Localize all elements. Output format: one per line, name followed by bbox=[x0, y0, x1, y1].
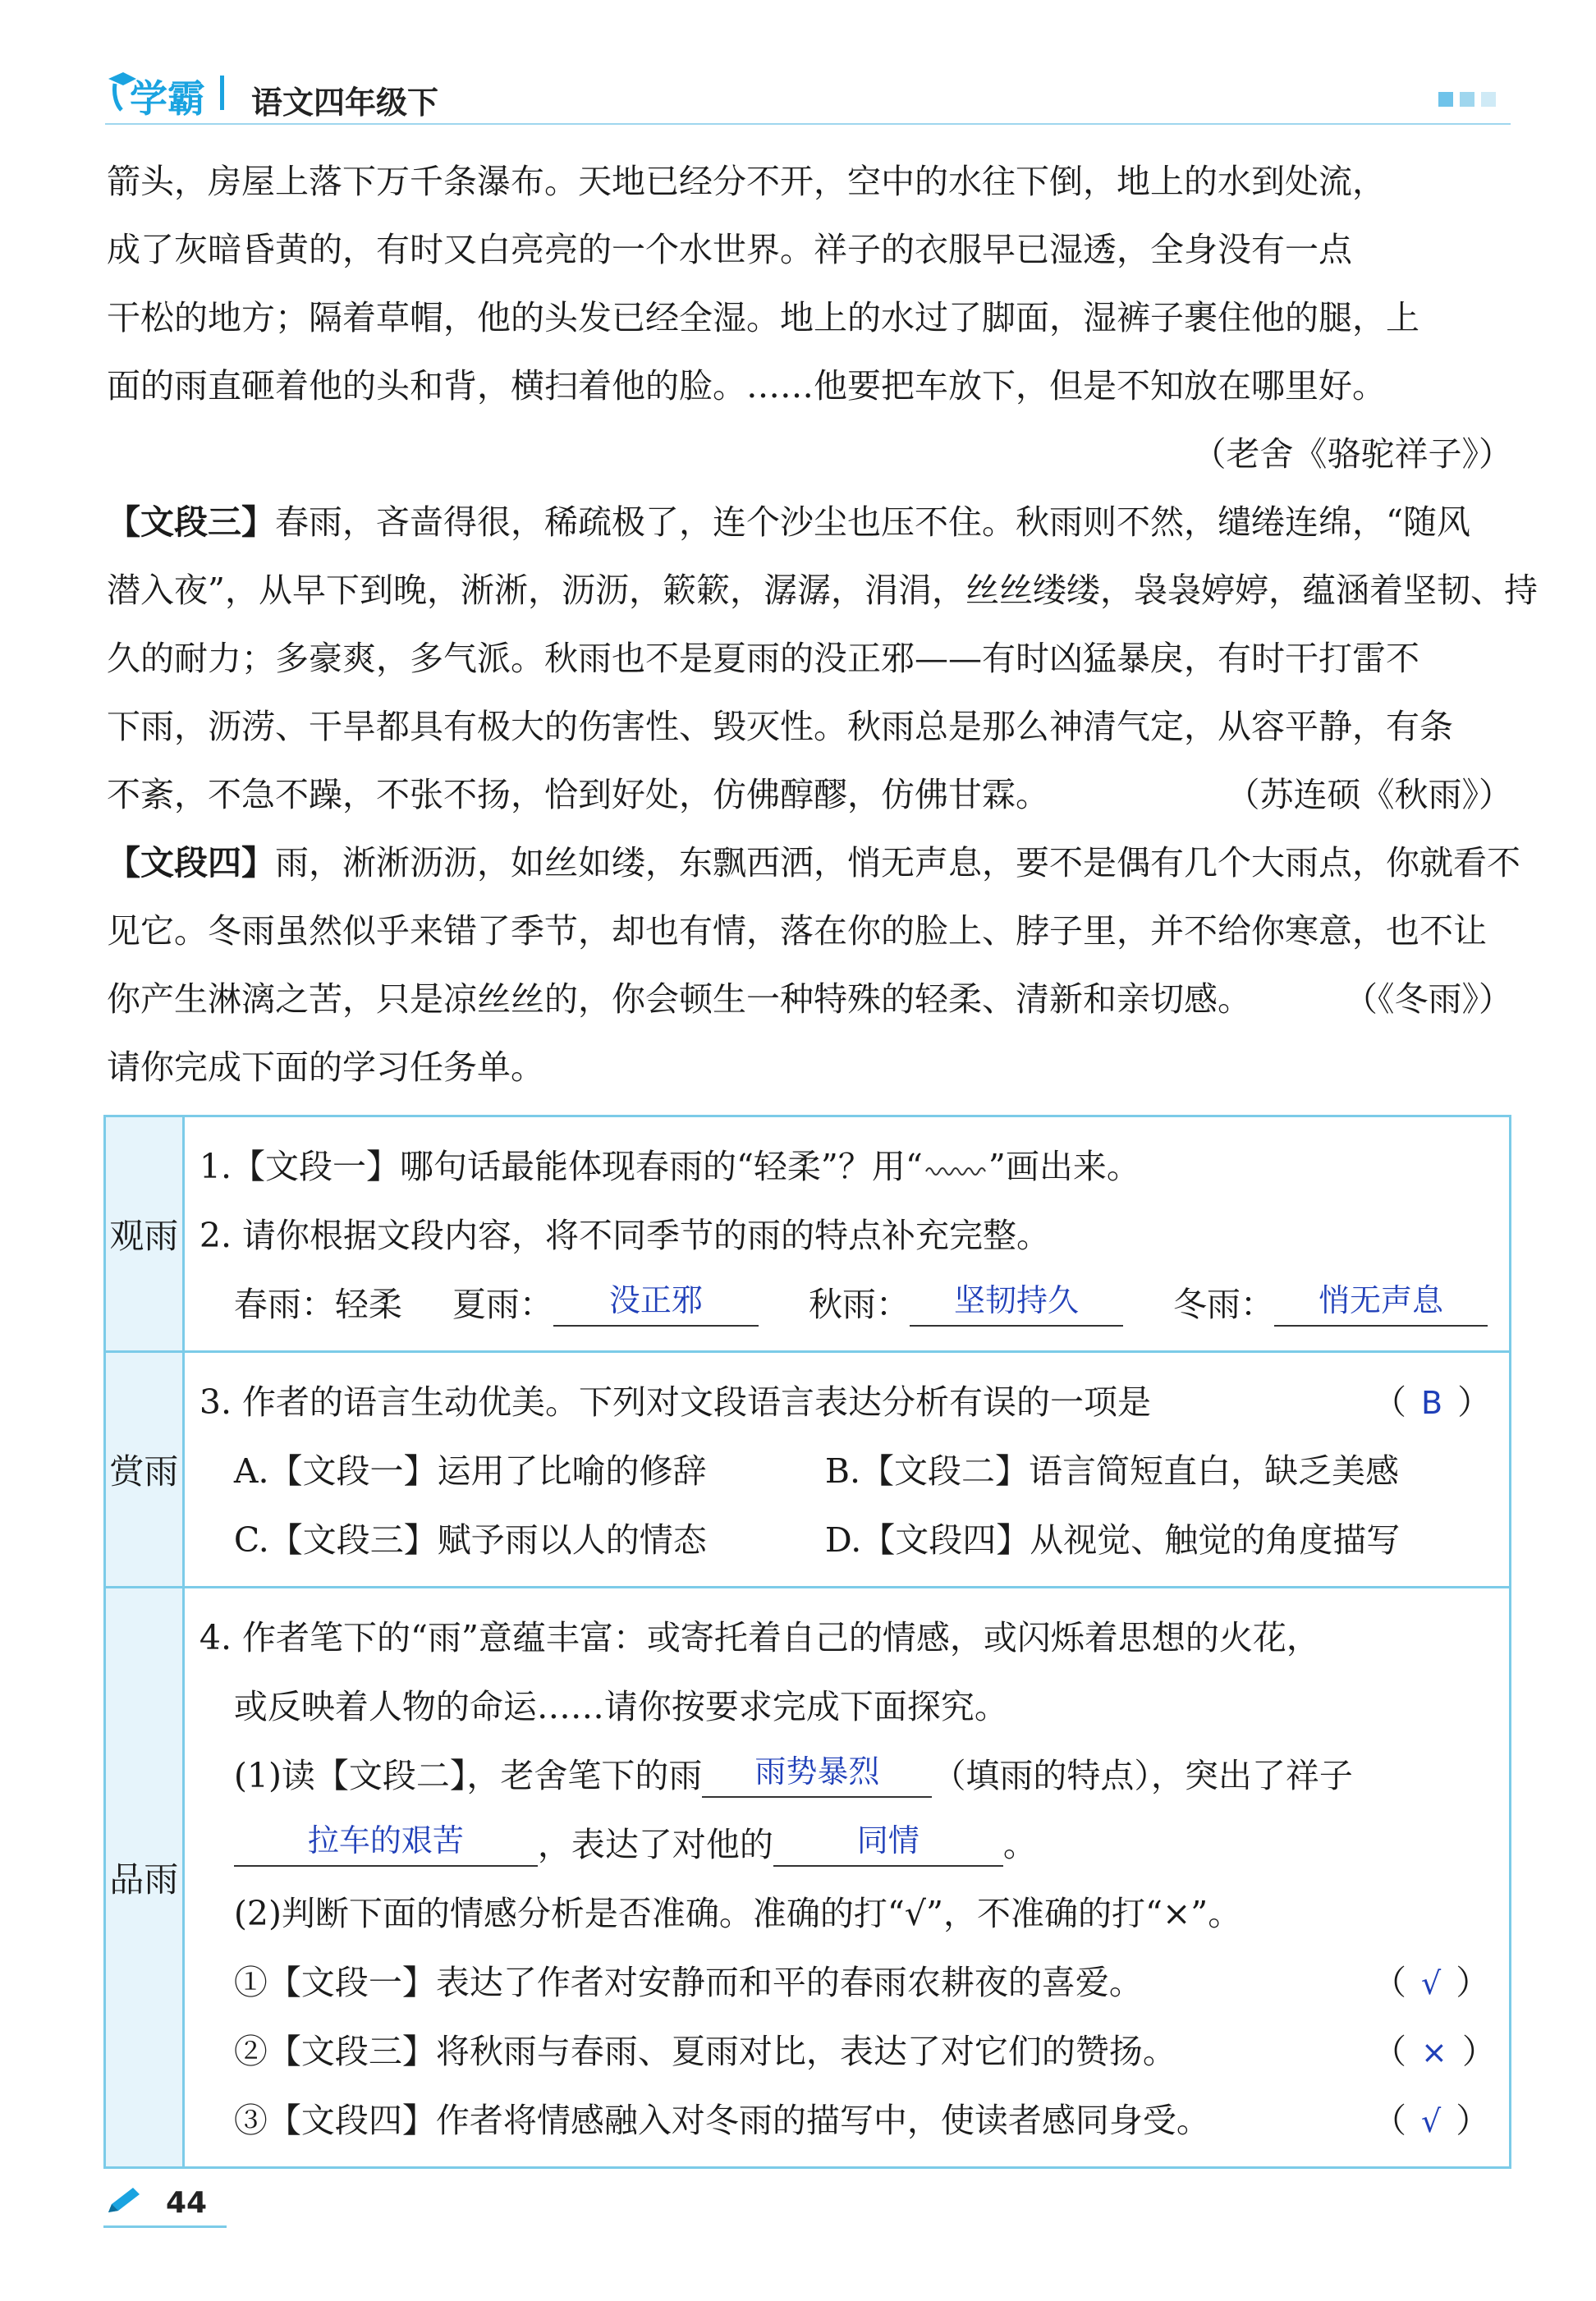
passage-text: 雨，淅淅沥沥，如丝如缕，东飘西洒，悄无声息，要不是偶有几个大雨点，你就看不 bbox=[275, 843, 1520, 882]
autumn-label: 秋雨： bbox=[808, 1285, 910, 1324]
judgement-item bbox=[200, 2017, 1496, 2086]
logo-divider bbox=[220, 76, 224, 110]
option-c[interactable]: C.【文段三】赋予雨以人的情态 bbox=[233, 1520, 707, 1560]
passage-line: 久的耐力；多豪爽，多气派。秋雨也不是夏雨的没正邪——有时凶猛暴戾，有时干打雷不 bbox=[107, 639, 1419, 678]
question-2: 2. 请你根据文段内容，将不同季节的雨的特点补充完整。 bbox=[199, 1216, 1051, 1255]
answer-text: × bbox=[1421, 2034, 1447, 2070]
answer-text: 没正邪 bbox=[608, 1282, 703, 1318]
task-sheet-table bbox=[103, 1115, 1511, 2169]
answer-text: 同情 bbox=[856, 1822, 920, 1859]
passage-text: 你产生淋漓之苦，只是凉丝丝的，你会顿生一种特殊的轻柔、清新和亲切感。 bbox=[107, 979, 1251, 1019]
segment-three-line bbox=[107, 488, 1512, 557]
answer-text: √ bbox=[1421, 1965, 1442, 2001]
page-footer bbox=[103, 2180, 268, 2229]
bracket-open: （ bbox=[1373, 2032, 1406, 2071]
judgement-text: ②【文段三】将秋雨与春雨、夏雨对比，表达了对它们的赞扬。 bbox=[233, 2032, 1176, 2071]
judgement-bracket[interactable] bbox=[1373, 2017, 1496, 2087]
question-text: ”画出来。 bbox=[988, 1147, 1140, 1186]
answer-text: 坚韧持久 bbox=[953, 1282, 1079, 1318]
decor-square bbox=[1481, 92, 1496, 107]
option-d[interactable]: D.【文段四】从视觉、触觉的角度描写 bbox=[824, 1520, 1401, 1560]
judgement-bracket[interactable] bbox=[1373, 1948, 1488, 2018]
sub-question-2: (2)判断下面的情感分析是否准确。准确的打“√”，不准确的打“×”。 bbox=[233, 1894, 1242, 1933]
decor-square bbox=[1438, 92, 1453, 107]
subject-title: 语文四年级下 bbox=[251, 85, 439, 121]
answer-bracket[interactable] bbox=[1373, 1368, 1492, 1437]
spring-label: 春雨：轻柔 bbox=[233, 1285, 402, 1324]
passage-line bbox=[107, 761, 1512, 829]
section-label: 赏雨 bbox=[105, 1352, 184, 1588]
passage-text: 春雨，吝啬得很，稀疏极了，连个沙尘也压不住。秋雨则不然，缱绻连绵，“随风 bbox=[275, 502, 1470, 542]
passage-line: 下雨，沥涝、干旱都具有极大的伤害性、毁灭性。秋雨总是那么神清气定，从容平静，有条 bbox=[107, 707, 1453, 746]
section-label: 观雨 bbox=[105, 1116, 184, 1352]
section-body bbox=[183, 1352, 1510, 1588]
question-text: 。 bbox=[1002, 1825, 1037, 1864]
rain-feature-field[interactable] bbox=[702, 1746, 932, 1798]
task-intro: 请你完成下面的学习任务单。 bbox=[107, 1047, 544, 1087]
passage-line: 箭头，房屋上落下万千条瀑布。天地已经分不开，空中的水往下倒，地上的水到处流， bbox=[107, 162, 1386, 201]
passage-line: 干松的地方；隔着草帽，他的头发已经全湿。地上的水过了脚面，湿裤子裹住他的腿，上 bbox=[107, 298, 1419, 337]
segment-four-line bbox=[107, 829, 1520, 897]
xiangzi-field[interactable] bbox=[234, 1815, 538, 1867]
header-rule bbox=[105, 123, 1511, 125]
bracket-close: ） bbox=[1456, 1963, 1490, 2002]
segment-label: 【文段四】 bbox=[107, 843, 275, 882]
autumn-answer-field[interactable] bbox=[910, 1275, 1123, 1327]
task-row-pin bbox=[105, 1588, 1511, 2168]
bracket-open: （ bbox=[1373, 1963, 1406, 2002]
section-body bbox=[183, 1116, 1510, 1352]
bracket-open: （ bbox=[1373, 1382, 1406, 1422]
segment-label: 【文段三】 bbox=[107, 502, 275, 542]
passage-line: 成了灰暗昏黄的，有时又白亮亮的一个水世界。祥子的衣服早已湿透，全身没有一点 bbox=[107, 230, 1352, 269]
question-text: (1)读【文段二】，老舍笔下的雨 bbox=[233, 1756, 703, 1795]
summer-answer-field[interactable] bbox=[553, 1275, 759, 1327]
question-4-cont: 或反映着人物的命运……请你按要求完成下面探究。 bbox=[233, 1687, 1008, 1726]
option-a[interactable]: A.【文段一】运用了比喻的修辞 bbox=[233, 1451, 707, 1491]
summer-label: 夏雨： bbox=[452, 1285, 553, 1324]
section-body bbox=[183, 1588, 1510, 2168]
judgement-bracket[interactable] bbox=[1373, 2086, 1488, 2156]
footer-rule bbox=[103, 2225, 227, 2228]
page-number: 44 bbox=[166, 2186, 208, 2220]
judgement-item bbox=[200, 2086, 1488, 2155]
bracket-close: ） bbox=[1456, 2101, 1490, 2140]
question-4: 4. 作者笔下的“雨”意蕴丰富：或寄托着自己的情感，或闪烁着思想的火花， bbox=[199, 1618, 1320, 1657]
source-citation: （苏连硕《秋雨》） bbox=[1226, 775, 1512, 814]
emotion-field[interactable] bbox=[773, 1815, 1003, 1867]
options-row bbox=[200, 1506, 1488, 1574]
page-header bbox=[105, 64, 1511, 123]
source-citation: （《冬雨》） bbox=[1344, 979, 1512, 1019]
answer-text: 悄无声息 bbox=[1318, 1282, 1443, 1318]
sub-question-1-cont bbox=[200, 1810, 1488, 1879]
judgement-text: ③【文段四】作者将情感融入对冬雨的描写中，使读者感同身受。 bbox=[233, 2101, 1210, 2140]
reading-passage bbox=[107, 148, 1538, 1102]
bracket-open: （ bbox=[1373, 2101, 1406, 2140]
answer-text: 拉车的艰苦 bbox=[307, 1822, 464, 1859]
option-b[interactable]: B.【文段二】语言简短直白，缺乏美感 bbox=[824, 1451, 1400, 1491]
bracket-close: ） bbox=[1461, 2032, 1496, 2071]
question-text: 1.【文段一】哪句话最能体现春雨的“轻柔”？用“ bbox=[199, 1147, 923, 1186]
passage-line: 见它。冬雨虽然似乎来错了季节，却也有情，落在你的脸上、脖子里，并不给你寒意，也不让 bbox=[107, 911, 1487, 951]
header-decoration bbox=[1438, 92, 1496, 107]
passage-line: 潜入夜”，从早下到晚，淅淅，沥沥，簌簌，潺潺，涓涓，丝丝缕缕，袅袅婷婷，蕴涵着坚韧、持 bbox=[107, 571, 1538, 610]
sub-question-1 bbox=[200, 1741, 1488, 1810]
brand-logo: 学霸 bbox=[130, 76, 205, 121]
passage-text: 不紊，不急不躁，不张不扬，恰到好处，仿佛醇醪，仿佛甘霖。 bbox=[107, 775, 1049, 814]
passage-line: 面的雨直砸着他的头和背，横扫着他的脸。……他要把车放下，但是不知放在哪里好。 bbox=[107, 366, 1386, 406]
decor-square bbox=[1460, 92, 1474, 107]
question-text: （填雨的特点），突出了祥子 bbox=[932, 1756, 1353, 1795]
section-label: 品雨 bbox=[105, 1588, 184, 2168]
judgement-item bbox=[200, 1948, 1488, 2017]
options-row bbox=[200, 1437, 1488, 1506]
bracket-close: ） bbox=[1457, 1382, 1492, 1422]
question-text: ，表达了对他的 bbox=[537, 1825, 773, 1864]
task-row-shang bbox=[105, 1352, 1511, 1588]
source-citation: （老舍《骆驼祥子》） bbox=[1192, 434, 1512, 474]
winter-label: 冬雨： bbox=[1173, 1285, 1274, 1324]
judgement-text: ①【文段一】表达了作者对安静而和平的春雨农耕夜的喜爱。 bbox=[233, 1963, 1143, 2002]
pencil-icon bbox=[103, 2184, 146, 2217]
winter-answer-field[interactable] bbox=[1274, 1275, 1488, 1327]
answer-text: 雨势暴烈 bbox=[754, 1753, 880, 1790]
question-1 bbox=[200, 1132, 1488, 1201]
season-features bbox=[200, 1270, 1488, 1339]
question-3 bbox=[199, 1368, 1492, 1437]
answer-text: B bbox=[1421, 1385, 1443, 1421]
passage-line bbox=[107, 965, 1512, 1034]
question-text: 3. 作者的语言生动优美。下列对文段语言表达分析有误的一项是 bbox=[199, 1382, 1152, 1422]
task-row-guan bbox=[105, 1116, 1511, 1352]
answer-text: √ bbox=[1421, 2103, 1442, 2139]
wavy-underline-icon bbox=[923, 1162, 988, 1178]
